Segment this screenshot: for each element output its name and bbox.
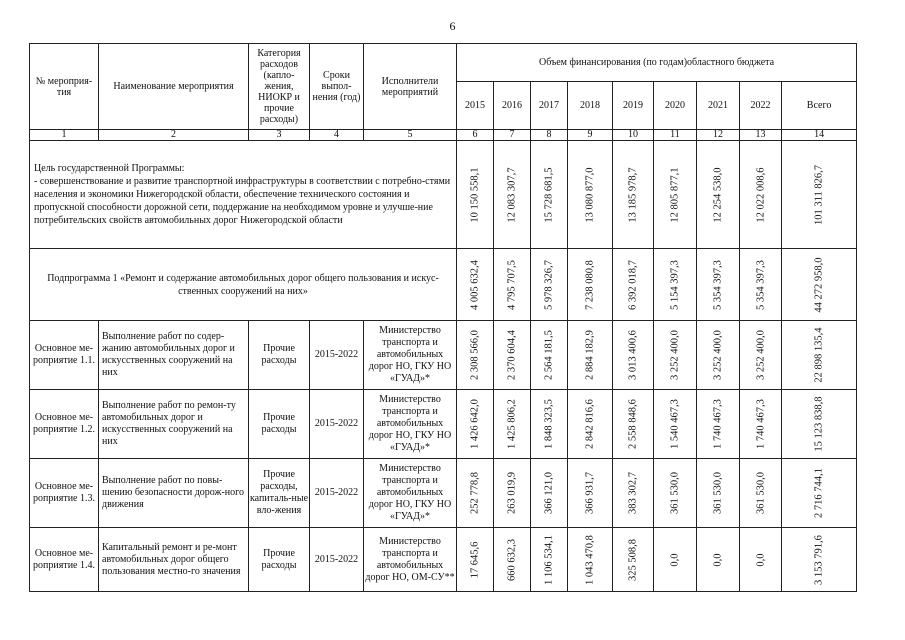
funding-value-cell bbox=[531, 528, 568, 592]
header-year-1: 2016 bbox=[494, 82, 531, 130]
header-number: № мероприя-тия bbox=[30, 44, 99, 130]
funding-value-cell bbox=[654, 321, 697, 390]
column-index-11: 12 bbox=[697, 130, 740, 141]
activity-number: Основное ме-роприятие 1.2. bbox=[30, 390, 99, 459]
activity-period: 2015-2022 bbox=[310, 390, 364, 459]
funding-value: 0,0 bbox=[712, 552, 724, 567]
funding-value: 1 848 323,5 bbox=[543, 399, 555, 449]
header-year-4: 2019 bbox=[613, 82, 654, 130]
activity-period: 2015-2022 bbox=[310, 459, 364, 528]
activity-name: Капитальный ремонт и ре-монт автомобильных дорог общего пользования местно-го значения bbox=[99, 528, 249, 592]
funding-value: 0,0 bbox=[755, 552, 766, 567]
funding-value-cell bbox=[697, 141, 740, 249]
table-row bbox=[30, 528, 857, 592]
funding-value: 361 530,0 bbox=[755, 472, 766, 514]
header-year-7: 2022 bbox=[740, 82, 782, 130]
activity-number: Основное ме-роприятие 1.4. bbox=[30, 528, 99, 592]
funding-value: 2 884 182,9 bbox=[584, 330, 596, 380]
funding-value: 5 354 397,3 bbox=[712, 259, 724, 310]
activity-category: Прочие расходы bbox=[249, 390, 310, 459]
funding-value: 2 308 566,0 bbox=[469, 330, 481, 380]
funding-value-cell bbox=[568, 459, 613, 528]
funding-value-cell bbox=[654, 249, 697, 321]
column-index-9: 10 bbox=[613, 130, 654, 141]
goal-description: Цель государственной Программы: - совершенствование и развитие транспортной инфраструктуры в соответствии с потребно-стями населения и экономики Нижегородской области, обеспечение технического состояния и пропускной способности дорожной сети, поддержание на необходимом уровне и улучше-ние потребительских свойств автомобильных дорог Нижегородской области bbox=[30, 141, 457, 249]
funding-value-cell bbox=[782, 141, 857, 249]
header-year-2: 2017 bbox=[531, 82, 568, 130]
funding-value-cell bbox=[740, 321, 782, 390]
activity-number: Основное ме-роприятие 1.3. bbox=[30, 459, 99, 528]
column-index-2: 3 bbox=[249, 130, 310, 141]
funding-value: 101 311 826,7 bbox=[813, 164, 825, 225]
funding-value-cell bbox=[568, 321, 613, 390]
funding-value: 2 370 604,4 bbox=[506, 330, 518, 380]
funding-value-cell bbox=[782, 459, 857, 528]
funding-value-cell bbox=[740, 528, 782, 592]
funding-value-cell bbox=[782, 249, 857, 321]
funding-value-cell bbox=[740, 459, 782, 528]
column-index-6: 7 bbox=[494, 130, 531, 141]
funding-value-cell bbox=[531, 390, 568, 459]
column-index-5: 6 bbox=[457, 130, 494, 141]
funding-value: 13 185 978,7 bbox=[627, 166, 639, 223]
funding-value: 1 740 467,3 bbox=[712, 399, 724, 449]
funding-value-cell bbox=[740, 390, 782, 459]
funding-value: 3 252 400,0 bbox=[712, 330, 724, 380]
header-year-8: Всего bbox=[782, 82, 857, 130]
funding-value: 361 530,0 bbox=[669, 472, 681, 514]
funding-value: 12 254 538,0 bbox=[712, 166, 724, 223]
funding-value-cell bbox=[494, 141, 531, 249]
funding-value: 0,0 bbox=[669, 552, 681, 567]
funding-value: 1 740 467,3 bbox=[755, 399, 766, 449]
activity-name: Выполнение работ по содер-жанию автомобильных дорог и искусственных сооружений на них bbox=[99, 321, 249, 390]
activity-name: Выполнение работ по ремон-ту автомобильных дорог и искусственных сооружений на них bbox=[99, 390, 249, 459]
activity-category: Прочие расходы bbox=[249, 321, 310, 390]
activity-category: Прочие расходы bbox=[249, 528, 310, 592]
funding-value: 5 354 397,3 bbox=[755, 259, 766, 310]
funding-value-cell bbox=[457, 141, 494, 249]
funding-value-cell bbox=[654, 141, 697, 249]
funding-value: 366 121,0 bbox=[543, 472, 555, 514]
funding-value: 1 426 642,0 bbox=[469, 399, 481, 449]
funding-value-cell bbox=[494, 390, 531, 459]
funding-value-cell bbox=[457, 249, 494, 321]
funding-value-cell bbox=[568, 528, 613, 592]
header-period: Сроки выпол-нения (год) bbox=[310, 44, 364, 130]
activity-executor: Министерство транспорта и автомобильных дорог НО, ГКУ НО «ГУАД»* bbox=[364, 459, 457, 528]
funding-value-cell bbox=[457, 528, 494, 592]
funding-value: 252 778,8 bbox=[469, 472, 481, 514]
funding-value: 1 106 534,1 bbox=[543, 534, 555, 585]
funding-value-cell bbox=[697, 390, 740, 459]
funding-value-cell bbox=[568, 141, 613, 249]
funding-value: 12 083 307,7 bbox=[506, 166, 518, 223]
funding-value: 44 272 958,0 bbox=[813, 256, 825, 313]
header-category: Категория расходов (капло-жения, НИОКР и прочие расходы) bbox=[249, 44, 310, 130]
funding-value-cell bbox=[613, 459, 654, 528]
funding-value-cell bbox=[531, 459, 568, 528]
funding-value: 7 238 080,8 bbox=[584, 259, 596, 310]
funding-value-cell bbox=[697, 528, 740, 592]
header-year-5: 2020 bbox=[654, 82, 697, 130]
funding-value: 5 978 326,7 bbox=[543, 259, 555, 310]
column-index-7: 8 bbox=[531, 130, 568, 141]
funding-value: 2 716 744,1 bbox=[813, 468, 825, 518]
funding-value-cell bbox=[568, 249, 613, 321]
funding-value: 13 080 877,0 bbox=[584, 166, 596, 223]
funding-value-cell bbox=[613, 141, 654, 249]
funding-value-cell bbox=[654, 459, 697, 528]
funding-value-cell bbox=[782, 528, 857, 592]
funding-value-cell bbox=[494, 249, 531, 321]
funding-table bbox=[29, 43, 857, 592]
funding-value-cell bbox=[613, 249, 654, 321]
funding-value: 325 508,8 bbox=[627, 538, 639, 581]
funding-value: 17 645,6 bbox=[469, 541, 481, 578]
funding-value-cell bbox=[697, 459, 740, 528]
funding-value: 4 005 632,4 bbox=[469, 259, 481, 310]
funding-value-cell bbox=[613, 390, 654, 459]
funding-value: 2 558 848,6 bbox=[627, 399, 639, 449]
table-row bbox=[30, 390, 857, 459]
funding-value-cell bbox=[531, 249, 568, 321]
funding-value-cell bbox=[457, 321, 494, 390]
activity-number: Основное ме-роприятие 1.1. bbox=[30, 321, 99, 390]
funding-value: 15 123 838,8 bbox=[813, 396, 825, 452]
activity-executor: Министерство транспорта и автомобильных дорог НО, ГКУ НО «ГУАД»* bbox=[364, 390, 457, 459]
table-row bbox=[30, 321, 857, 390]
activity-period: 2015-2022 bbox=[310, 321, 364, 390]
funding-value: 366 931,7 bbox=[584, 472, 596, 514]
column-index-4: 5 bbox=[364, 130, 457, 141]
funding-value: 12 805 877,1 bbox=[669, 166, 681, 223]
header-name: Наименование мероприятия bbox=[99, 44, 249, 130]
funding-value: 1 425 806,2 bbox=[506, 399, 518, 449]
funding-value-cell bbox=[697, 321, 740, 390]
header-executor: Исполнители мероприятий bbox=[364, 44, 457, 130]
funding-value: 22 898 135,4 bbox=[813, 327, 825, 383]
activity-executor: Министерство транспорта и автомобильных дорог НО, ОМ-СУ** bbox=[364, 528, 457, 592]
funding-value-cell bbox=[494, 459, 531, 528]
funding-value: 4 795 707,5 bbox=[506, 259, 518, 310]
funding-value: 15 728 681,5 bbox=[543, 166, 555, 223]
funding-value: 361 530,0 bbox=[712, 472, 724, 514]
funding-value-cell bbox=[654, 390, 697, 459]
column-index-1: 2 bbox=[99, 130, 249, 141]
funding-value: 10 150 558,1 bbox=[469, 166, 481, 223]
column-index-8: 9 bbox=[568, 130, 613, 141]
activity-category: Прочие расходы, капиталь-ные вло-жения bbox=[249, 459, 310, 528]
funding-value: 3 013 400,6 bbox=[627, 330, 639, 380]
table-row bbox=[30, 459, 857, 528]
funding-value: 383 302,7 bbox=[627, 472, 639, 514]
page-number: 6 bbox=[449, 19, 456, 33]
column-index-13: 14 bbox=[782, 130, 857, 141]
funding-value-cell bbox=[782, 390, 857, 459]
funding-value-cell bbox=[740, 141, 782, 249]
funding-value-cell bbox=[531, 321, 568, 390]
funding-value-cell bbox=[613, 321, 654, 390]
funding-value: 3 252 400,0 bbox=[755, 330, 766, 380]
subprogram-title: Подпрограмма 1 «Ремонт и содержание автомобильных дорог общего пользования и искус-ственных сооружений на них» bbox=[30, 249, 457, 321]
header-funding: Объем финансирования (по годам)областного бюджета bbox=[457, 44, 857, 82]
funding-value-cell bbox=[531, 141, 568, 249]
funding-value: 3 153 791,6 bbox=[813, 534, 825, 585]
funding-value-cell bbox=[568, 390, 613, 459]
funding-value: 2 564 181,5 bbox=[543, 330, 555, 380]
header-year-3: 2018 bbox=[568, 82, 613, 130]
funding-value: 12 022 008,6 bbox=[755, 166, 766, 223]
funding-value: 1 043 470,8 bbox=[584, 534, 596, 585]
funding-value-cell bbox=[457, 459, 494, 528]
column-index-10: 11 bbox=[654, 130, 697, 141]
column-index-12: 13 bbox=[740, 130, 782, 141]
header-year-0: 2015 bbox=[457, 82, 494, 130]
funding-value-cell bbox=[740, 249, 782, 321]
column-index-3: 4 bbox=[310, 130, 364, 141]
funding-value: 1 540 467,3 bbox=[669, 399, 681, 449]
funding-value: 6 392 018,7 bbox=[627, 259, 639, 310]
funding-value-cell bbox=[494, 321, 531, 390]
funding-value: 263 019,9 bbox=[506, 472, 518, 514]
funding-value-cell bbox=[457, 390, 494, 459]
funding-value: 3 252 400,0 bbox=[669, 330, 681, 380]
column-index-0: 1 bbox=[30, 130, 99, 141]
funding-value-cell bbox=[697, 249, 740, 321]
funding-value-cell bbox=[654, 528, 697, 592]
funding-value: 2 842 816,6 bbox=[584, 399, 596, 449]
funding-value: 5 154 397,3 bbox=[669, 259, 681, 310]
funding-value-cell bbox=[782, 321, 857, 390]
activity-name: Выполнение работ по повы-шению безопасности дорож-ного движения bbox=[99, 459, 249, 528]
activity-executor: Министерство транспорта и автомобильных дорог НО, ГКУ НО «ГУАД»* bbox=[364, 321, 457, 390]
funding-value-cell bbox=[613, 528, 654, 592]
funding-value: 660 632,3 bbox=[506, 538, 518, 581]
header-year-6: 2021 bbox=[697, 82, 740, 130]
activity-period: 2015-2022 bbox=[310, 528, 364, 592]
funding-value-cell bbox=[494, 528, 531, 592]
